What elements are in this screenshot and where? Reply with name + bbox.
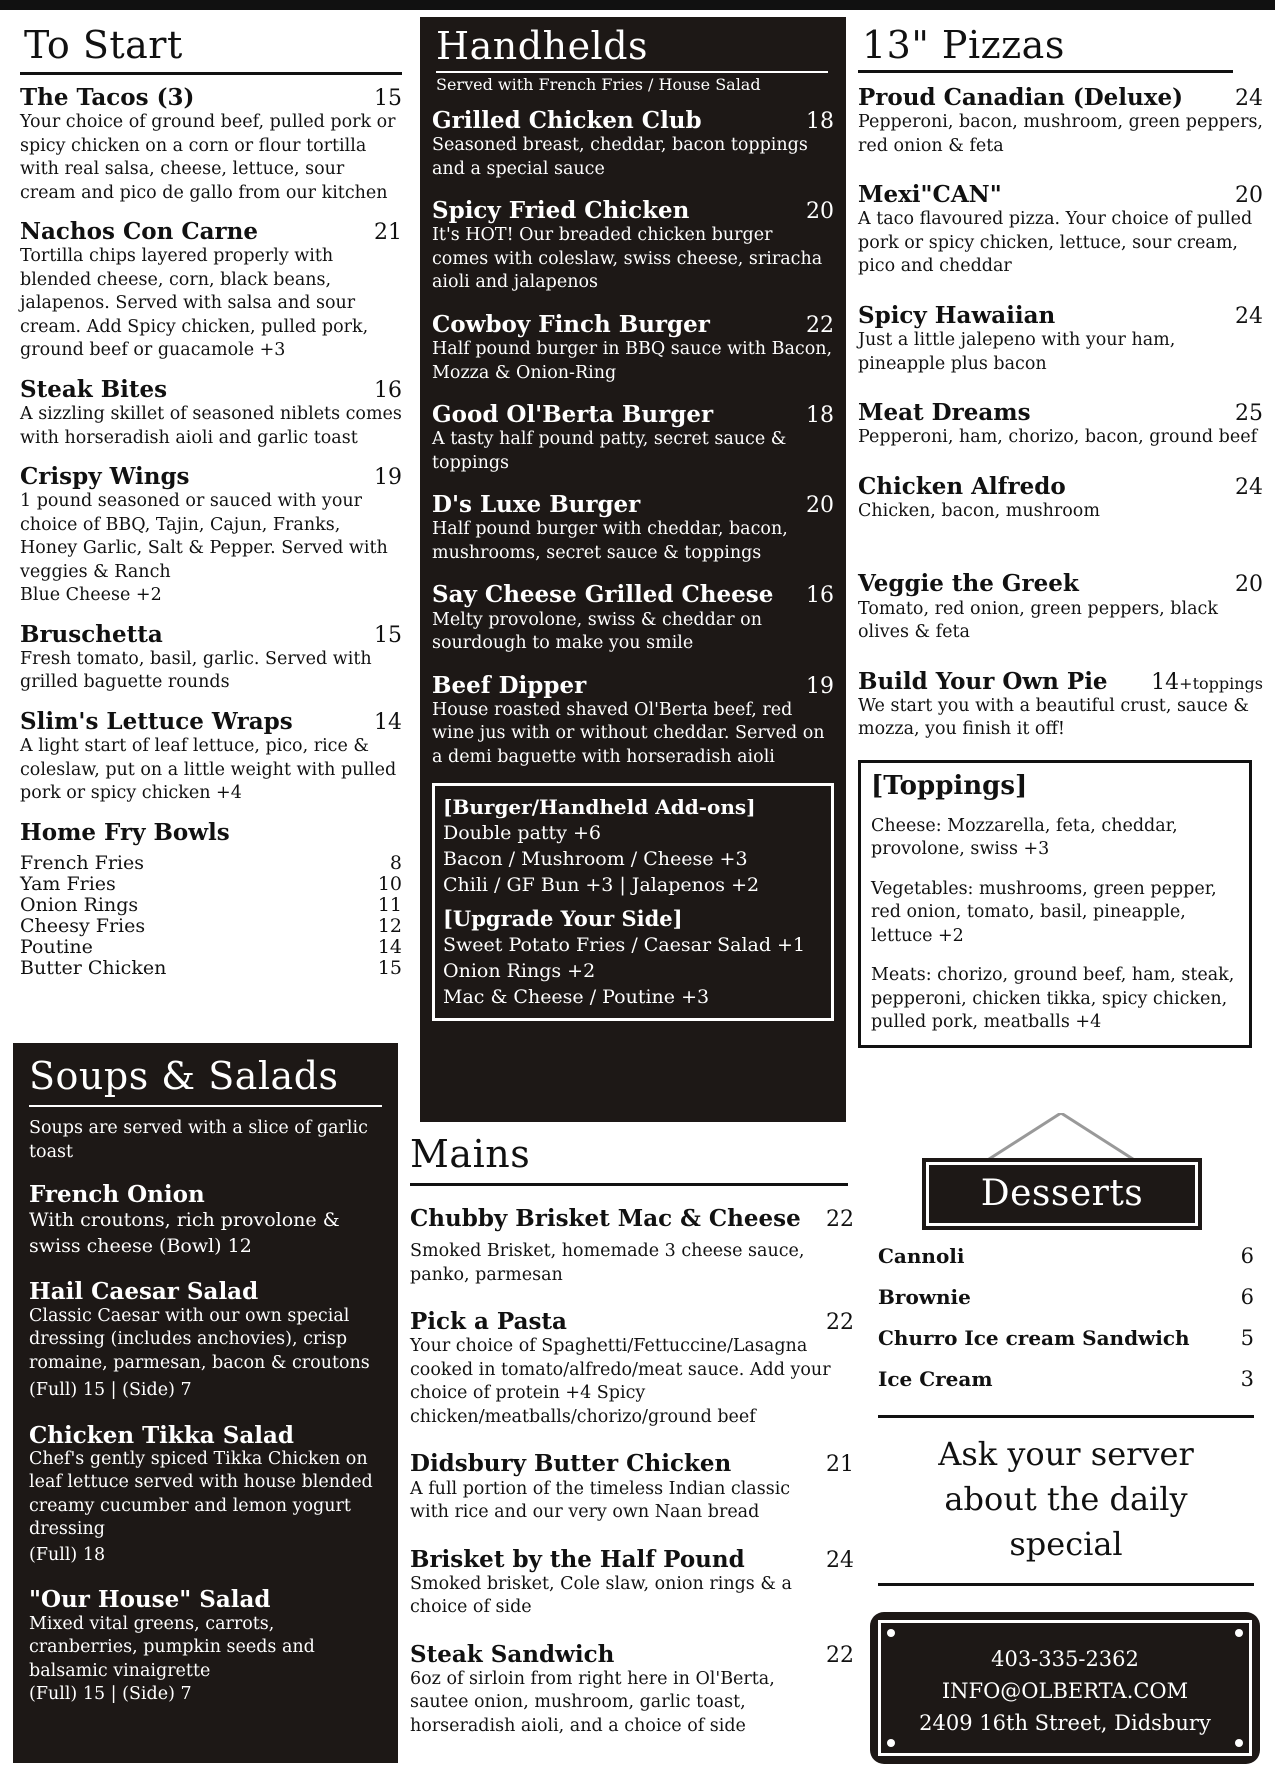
item-desc: Smoked brisket, Cole slaw, onion rings & a choice of side [410,1573,792,1618]
item-desc: Classic Caesar with our own special dressing (includes anchovies), crisp romaine, parmesan, bacon & croutons [29,1305,370,1373]
menu-item [432,108,834,181]
ask-line: Ask your server [938,1435,1194,1473]
soups-salads-section [13,1043,398,1763]
menu-item [410,1642,860,1739]
item-extra: Blue Cheese +2 [20,585,162,606]
contact-inner [878,1620,1252,1756]
item-desc: Smoked Brisket, homemade 3 cheese sauce, panko, parmesan [410,1241,805,1285]
item-name: Bruschetta [20,620,163,648]
list-item [20,874,402,895]
soups-rule [29,1105,382,1107]
item-desc: Chicken, bacon, mushroom [858,500,1100,521]
list-item [20,937,402,958]
item-desc: Chef's gently spiced Tikka Chicken on leaf lettuce served with house blended creamy cucumber and lemon yogurt dressing [29,1448,373,1540]
item-price: (Full) 18 [29,1544,106,1565]
upgrade-line: Onion Rings +2 [443,960,596,983]
menu-item [410,1206,860,1287]
upgrade-line: Sweet Potato Fries / Caesar Salad +1 [443,934,806,957]
item-price: 24 [826,1547,854,1573]
toppings-cheese: Cheese: Mozzarella, feta, cheddar, provolone, swiss +3 [871,815,1178,860]
to-start-rule [20,72,402,75]
menu-item [20,622,402,695]
list-item [878,1278,1254,1317]
screw-icon [1235,1739,1243,1747]
desserts-sign [878,1113,1254,1235]
daily-special-note [878,1415,1254,1586]
addons-title: [Burger/Handheld Add-ons] [443,795,756,820]
bowl-price: 10 [377,872,402,895]
item-name: Crispy Wings [20,463,190,491]
item-name: Cowboy Finch Burger [432,310,710,338]
item-price: 19 [374,465,402,491]
menu-item [858,474,1263,524]
menu-item [858,303,1263,376]
screw-icon [887,1629,895,1637]
addon-line: Chili / GF Bun +3 | Jalapenos +2 [443,874,760,897]
item-name: Meat Dreams [858,399,1031,427]
item-name: French Onion [29,1181,205,1208]
item-price: 15 [374,622,402,648]
list-item [878,1319,1254,1358]
bowl-name: Onion Rings [20,893,139,916]
item-name: Brisket by the Half Pound [410,1545,745,1573]
menu-item [432,198,834,295]
item-name: Proud Canadian (Deluxe) [858,84,1183,111]
item-price: 22 [826,1207,854,1232]
item-name: Veggie the Greek [858,570,1079,598]
menu-item [410,1451,860,1524]
dessert-price: 6 [1240,1244,1254,1268]
item-name: Chicken Tikka Salad [29,1421,294,1449]
bowl-name: French Fries [20,851,145,874]
menu-item [432,312,834,385]
item-name: The Tacos (3) [20,84,195,111]
item-price: 15 [374,86,402,111]
desserts-section [878,1113,1254,1764]
item-desc: Your choice of Spaghetti/Fettuccine/Lasagna cooked in tomato/alfredo/meat sauce. Add your choice of protein +4 Spicy chicken/meatballs/chorizo/ground beef [410,1336,831,1427]
item-desc: 6oz of sirloin from right here in Ol'Berta, sautee onion, mushroom, garlic toast, horseradish aioli, and a choice of side [410,1668,775,1736]
item-price: 22 [826,1642,854,1668]
soups-title: Soups & Salads [29,1054,339,1098]
dessert-name: Churro Ice cream Sandwich [878,1326,1190,1350]
item-desc: We start you with a beautiful crust, sauce & mozza, you finish it off! [858,695,1249,740]
item-desc: A tasty half pound patty, secret sauce & toppings [432,429,787,473]
item-price: 20 [806,199,834,225]
item-price: 16 [806,583,834,609]
pizzas-section [858,23,1263,1048]
desserts-title: Desserts [980,1173,1144,1214]
bowl-name: Yam Fries [20,872,116,895]
item-price: 25 [1235,401,1263,427]
item-desc: House roasted shaved Ol'Berta beef, red wine jus with or without cheddar. Served on a demi baguette with horseradish aioli [432,699,825,767]
item-price: 18 [806,109,834,134]
home-fry-title [20,820,402,845]
item-desc: Tortilla chips layered properly with blended cheese, corn, black beans, jalapenos. Served with salsa and sour cream. Add Spicy chicken, pulled pork, ground beef or guacamole +3 [20,246,369,361]
menu-item [432,492,834,565]
list-item [878,1360,1254,1399]
item-name: Pick a Pasta [410,1308,567,1336]
menu-item [410,1309,860,1429]
build-your-own-item [858,669,1263,742]
item-price: 14 [374,709,402,735]
item-name: Hail Caesar Salad [29,1278,259,1306]
item-price: 20 [1235,572,1263,598]
item-desc: Pepperoni, ham, chorizo, bacon, ground beef [858,427,1258,448]
desserts-banner [922,1158,1202,1230]
item-price: 20 [806,493,834,519]
menu-item [858,571,1263,644]
item-name: Mexi"CAN" [858,181,1002,209]
byo-price-suffix: +toppings [1179,673,1263,693]
pizzas-rule [858,70,1233,73]
dessert-name: Ice Cream [878,1367,993,1391]
addons-box [432,783,834,1021]
handhelds-rule [436,71,828,73]
bowl-price: 15 [377,956,402,979]
menu-item [29,1587,382,1706]
mains-section [410,1132,860,1760]
addon-line: Double patty +6 [443,822,601,845]
list-item [20,853,402,874]
item-name: Spicy Fried Chicken [432,197,690,225]
item-desc: Your choice of ground beef, pulled pork or spicy chicken on a corn or flour tortilla with real salsa, cheese, lettuce, sour cream and pico de gallo from our kitchen [20,112,396,203]
upgrade-line: Mac & Cheese / Poutine +3 [443,986,710,1009]
item-price: 24 [1235,474,1263,500]
item-desc: Fresh tomato, basil, garlic. Served with grilled baguette rounds [20,648,372,693]
item-name: Steak Bites [20,375,168,403]
handhelds-subtitle: Served with French Fries / House Salad [436,75,761,94]
screw-icon [1235,1629,1243,1637]
item-name: D's Luxe Burger [432,491,641,519]
item-price: (Full) 15 | (Side) 7 [29,1684,192,1705]
menu-item [410,1547,860,1620]
item-desc: A taco flavoured pizza. Your choice of pulled pork or spicy chicken, lettuce, sour cream, pico and cheddar [858,209,1253,277]
soups-note: Soups are served with a slice of garlic toast [29,1118,368,1162]
item-name: Steak Sandwich [410,1640,615,1668]
item-name: Beef Dipper [432,671,587,699]
item-price: 22 [806,312,834,338]
item-price [1151,671,1263,695]
bowl-name: Poutine [20,935,93,958]
list-item [878,1237,1254,1276]
home-fry-title-text: Home Fry Bowls [20,818,230,846]
menu-item [432,402,834,475]
top-border [0,0,1275,10]
contact-email: INFO@OLBERTA.COM [941,1679,1189,1703]
item-desc: 1 pound seasoned or sauced with your choice of BBQ, Tajin, Cajun, Franks, Honey Garlic, Salt & Pepper. Served with veggies & Ranch [20,491,388,582]
menu-item [858,85,1263,158]
item-desc: Seasoned breast, cheddar, bacon toppings and a special sauce [432,135,808,179]
list-item [20,958,402,979]
item-price: 19 [806,673,834,699]
toppings-box [858,760,1252,1048]
dessert-name: Cannoli [878,1244,965,1268]
handhelds-title: Handhelds [436,24,649,68]
item-desc: A sizzling skillet of seasoned niblets comes with horseradish aioli and garlic toast [20,404,402,448]
to-start-title: To Start [24,23,183,67]
menu-item [29,1423,382,1568]
toppings-title: [Toppings] [871,770,1028,801]
toppings-meats: Meats: chorizo, ground beef, ham, steak, pepperoni, chicken tikka, spicy chicken, pulled pork, meatballs +4 [871,965,1235,1033]
home-fry-list [20,853,402,979]
screw-icon [887,1739,895,1747]
mains-title: Mains [410,1132,531,1176]
contact-plaque [870,1612,1260,1764]
dessert-name: Brownie [878,1285,971,1309]
item-desc: With croutons, rich provolone & swiss cheese (Bowl) 12 [29,1209,340,1258]
to-start-section [20,23,402,979]
item-desc: A full portion of the timeless Indian classic with rice and our very own Naan bread [410,1478,791,1523]
item-price: 21 [826,1452,854,1478]
contact-address: 2409 16th Street, Didsbury [919,1711,1211,1735]
addon-line: Bacon / Mushroom / Cheese +3 [443,848,748,871]
item-desc: Melty provolone, swiss & cheddar on sourdough to make you smile [432,609,762,654]
byo-price: 14 [1151,669,1180,695]
menu-item [858,182,1263,279]
menu-item [29,1279,382,1402]
bowl-price: 14 [377,935,402,958]
upgrade-title: [Upgrade Your Side] [443,906,683,932]
bowl-price: 12 [377,914,402,937]
item-name: Good Ol'Berta Burger [432,401,714,429]
menu-item [858,400,1263,450]
item-desc: A light start of leaf lettuce, pico, rice & coleslaw, put on a little weight with pulled pork or spicy chicken +4 [20,736,397,804]
item-name: Chubby Brisket Mac & Cheese [410,1205,801,1232]
list-item [20,916,402,937]
handhelds-section [420,17,846,1122]
item-price: 20 [1235,183,1263,209]
list-item [20,895,402,916]
ask-line: about the daily [944,1480,1188,1518]
menu-item [29,1182,382,1259]
item-name: Grilled Chicken Club [432,107,702,134]
item-price: 21 [374,220,402,246]
bowl-price: 8 [389,851,402,874]
bowl-name: Cheesy Fries [20,914,146,937]
menu-item [432,673,834,770]
menu-item [20,219,402,363]
item-price: (Full) 15 | (Side) 7 [29,1380,192,1401]
item-price: 22 [826,1310,854,1336]
item-desc: Just a little jalepeno with your ham, pineapple plus bacon [858,330,1176,374]
menu-item [432,582,834,655]
item-name: Chicken Alfredo [858,472,1066,500]
item-name: Slim's Lettuce Wraps [20,707,293,735]
dessert-price: 3 [1240,1367,1254,1391]
mains-rule [410,1183,848,1186]
item-name: Build Your Own Pie [858,667,1108,695]
bowl-price: 11 [377,893,402,916]
item-desc: Half pound burger with cheddar, bacon, mushrooms, secret sauce & toppings [432,519,788,563]
item-desc: Tomato, red onion, green peppers, black olives & feta [858,598,1218,643]
item-price: 24 [1235,86,1263,111]
menu-item [20,85,402,205]
item-price: 24 [1235,303,1263,329]
item-name: Say Cheese Grilled Cheese [432,581,774,609]
item-name: "Our House" Salad [29,1586,271,1614]
dessert-price: 6 [1240,1285,1254,1309]
toppings-vegetables: Vegetables: mushrooms, green pepper, red onion, tomato, basil, pineapple, lettuce +2 [871,878,1217,946]
item-name: Nachos Con Carne [20,218,259,246]
item-price: 18 [806,403,834,429]
contact-phone: 403-335-2362 [991,1647,1139,1671]
dessert-price: 5 [1240,1326,1254,1350]
item-desc: Half pound burger in BBQ sauce with Bacon, Mozza & Onion-Ring [432,339,833,383]
menu-item [20,377,402,450]
ask-line: special [1009,1525,1123,1563]
item-price: 16 [374,377,402,403]
pizzas-title: 13" Pizzas [862,23,1065,67]
menu-item [20,464,402,608]
item-desc: It's HOT! Our breaded chicken burger comes with coleslaw, swiss cheese, sriracha aioli and jalapenos [432,225,823,293]
bowl-name: Butter Chicken [20,956,167,979]
item-desc: Mixed vital greens, carrots, cranberries, pumpkin seeds and balsamic vinaigrette [29,1613,315,1681]
item-name: Didsbury Butter Chicken [410,1450,732,1478]
menu-item [20,709,402,806]
item-desc: Pepperoni, bacon, mushroom, green peppers, red onion & feta [858,112,1263,156]
item-name: Spicy Hawaiian [858,301,1056,329]
